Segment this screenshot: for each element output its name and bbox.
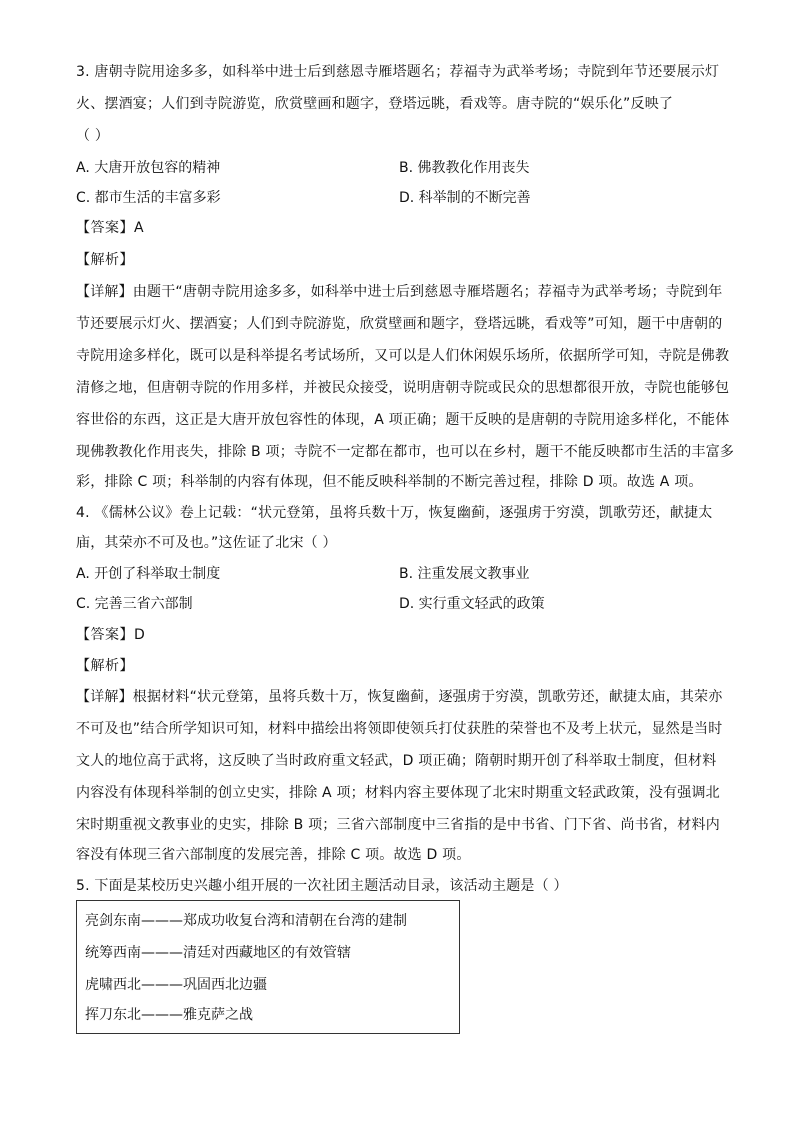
q3-detail-line-1: 【详解】由题干“唐朝寺院用途多多，如科举中进士后到慈恩寺雁塔题名；荐福寺为武举考场；寺院到年 [76,284,723,300]
q3-option-a: A. 大唐开放包容的精神 [76,160,221,176]
q4-detail-line-1: 【详解】根据材料“状元登第，虽将兵数十万，恢复幽蓟，逐强虏于穷漠，凯歌劳还，献捷太庙，其荣亦 [76,689,723,705]
q4-stem-line-1: 4. 《儒林公议》卷上记载：“状元登第，虽将兵数十万，恢复幽蓟，逐强虏于穷漠，凯歌劳还，献捷太 [76,505,713,521]
q3-detail-line-5: 容世俗的东西，这正是大唐开放包容性的体现，A 项正确；题干反映的是唐朝的寺院用途多样化，不能体 [76,412,730,428]
q4-detail-line-2: 不可及也”结合所学知识可知，材料中描绘出将领即使领兵打仗获胜的荣誉也不及考上状元，显然是当时 [76,721,723,737]
q3-answer: 【答案】A [76,220,145,236]
q4-detail-line-4: 内容没有体现科举制的创立史实，排除 A 项；材料内容主要体现了北宋时期重文轻武政策，没有强调北 [76,785,720,801]
q4-analysis-heading: 【解析】 [76,658,134,674]
q4-stem-line-2: 庙，其荣亦不可及也。”这佐证了北宋（ ） [76,535,337,551]
q3-stem-line-2: 火、摆酒宴；人们到寺院游览，欣赏壁画和题字，登塔远眺，看戏等。唐寺院的“娱乐化”反映了 [76,96,674,112]
q3-option-d: D. 科举制的不断完善 [399,190,531,206]
q4-detail-line-5: 宋时期重视文教事业的史实，排除 B 项；三省六部制度中三省指的是中书省、门下省、尚书省，材料内 [76,817,720,833]
q4-option-b: B. 注重发展文教事业 [399,566,530,582]
q3-option-c: C. 都市生活的丰富多彩 [76,190,221,206]
q5-activity-catalog-box [76,900,460,1034]
q3-stem-line-3: （ ） [76,128,110,144]
q4-option-a: A. 开创了科举取士制度 [76,566,221,582]
q4-answer: 【答案】D [76,627,146,643]
q4-detail-line-6: 容没有体现三省六部制度的发展完善，排除 C 项。故选 D 项。 [76,847,471,863]
q5-catalog-item-4: 挥刀东北———雅克萨之战 [85,1007,253,1023]
q3-detail-line-2: 节还要展示灯火、摆酒宴；人们到寺院游览，欣赏壁画和题字，登塔远眺，看戏等”可知，题干中唐朝的 [76,316,723,332]
q3-detail-line-7: 彩，排除 C 项；科举制的内容有体现，但不能反映科举制的不断完善过程，排除 D 项。故选 A 项。 [76,474,703,490]
q5-catalog-item-2: 统筹西南———清廷对西藏地区的有效管辖 [85,945,351,961]
q4-option-c: C. 完善三省六部制 [76,596,193,612]
q3-option-b: B. 佛教教化作用丧失 [399,160,530,176]
q5-catalog-item-1: 亮剑东南———郑成功收复台湾和清朝在台湾的建制 [85,913,407,929]
q3-detail-line-4: 清修之地，但唐朝寺院的作用多样，并被民众接受，说明唐朝寺院或民众的思想都很开放，寺院也能够包 [76,380,730,396]
q5-catalog-item-3: 虎啸西北———巩固西北边疆 [85,977,267,993]
q3-detail-line-6: 现佛教教化作用丧失，排除 B 项；寺院不一定都在都市，也可以在乡村，题干不能反映都市生活的丰富多 [76,444,735,460]
q3-detail-line-3: 寺院用途多样化，既可以是科举提名考试场所，又可以是人们休闲娱乐场所，依据所学可知，寺院是佛教 [76,348,730,364]
q4-option-d: D. 实行重文轻武的政策 [399,596,545,612]
q3-analysis-heading: 【解析】 [76,252,134,268]
q4-detail-line-3: 文人的地位高于武将，这反映了当时政府重文轻武，D 项正确；隋朝时期开创了科举取士制度，但材料 [76,753,717,769]
q5-stem: 5. 下面是某校历史兴趣小组开展的一次社团主题活动目录，该活动主题是（ ） [76,878,568,894]
q3-stem-line-1: 3. 唐朝寺院用途多多，如科举中进士后到慈恩寺雁塔题名；荐福寺为武举考场；寺院到年节还要展示灯 [76,64,720,80]
